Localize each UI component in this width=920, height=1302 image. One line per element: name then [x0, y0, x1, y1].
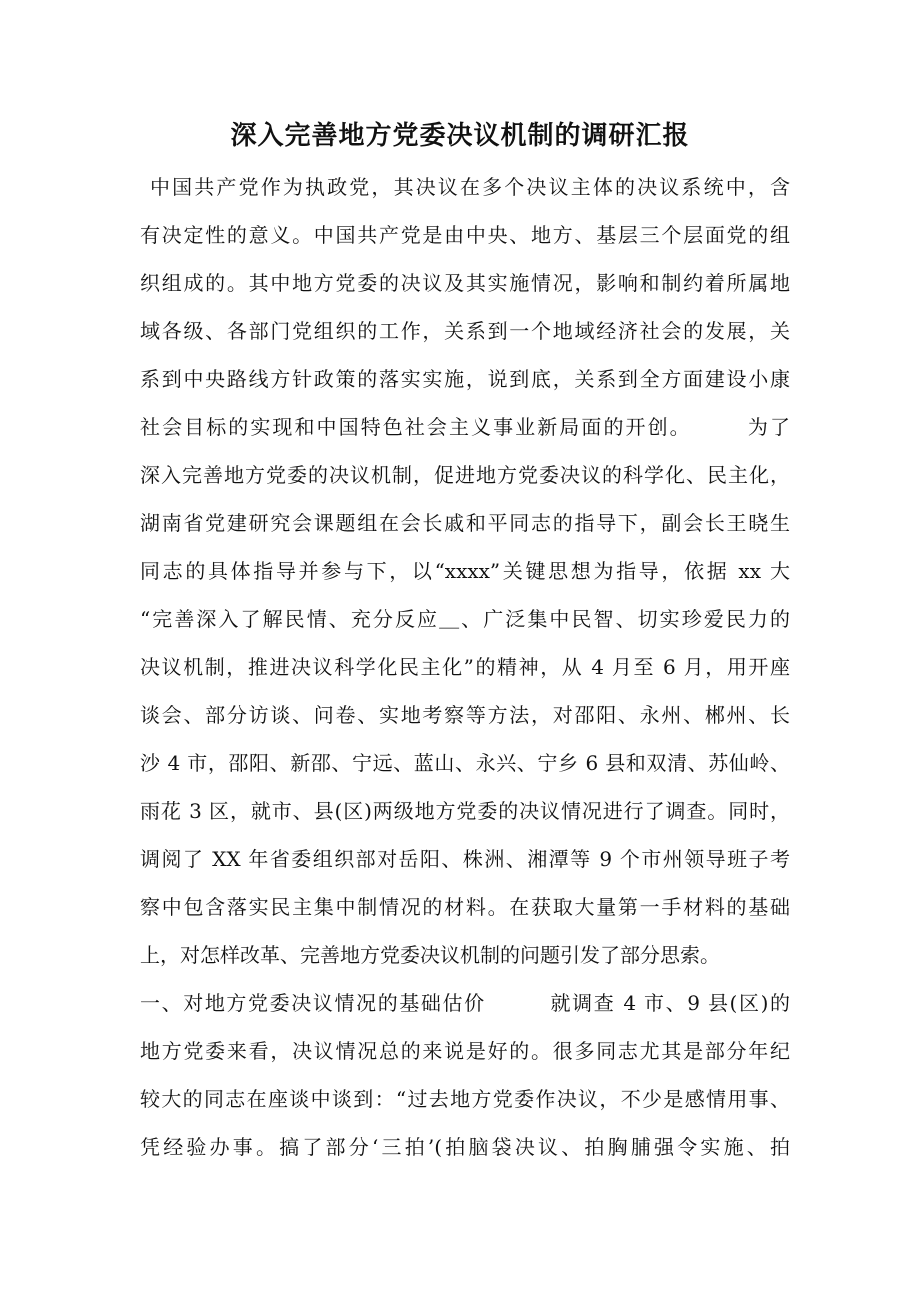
body-line: 雨花 3 区，就市、县(区)两级地方党委的决议情况进行了调查。同时， — [140, 799, 790, 823]
body-line: 决议机制，推进决议科学化民主化”的精神，从 4 月至 6 月，用开座 — [140, 655, 790, 679]
body-line: 有决定性的意义。中国共产党是由中央、地方、基层三个层面党的组 — [140, 223, 790, 247]
document-body — [140, 163, 790, 1171]
body-line: 域各级、各部门党组织的工作，关系到一个地域经济社会的发展，关 — [140, 319, 790, 343]
body-line: 察中包含落实民主集中制情况的材料。在获取大量第一手材料的基础 — [140, 895, 790, 919]
body-line: 较大的同志在座谈中谈到：“过去地方党委作决议，不少是感情用事、 — [140, 1087, 790, 1111]
body-line: 谈会、部分访谈、问卷、实地考察等方法，对邵阳、永州、郴州、长 — [140, 703, 790, 727]
body-line: 湖南省党建研究会课题组在会长戚和平同志的指导下，副会长王晓生 — [140, 511, 790, 535]
body-line: 织组成的。其中地方党委的决议及其实施情况，影响和制约着所属地 — [140, 271, 790, 295]
body-line: 系到中央路线方针政策的落实实施，说到底，关系到全方面建设小康 — [140, 367, 790, 391]
body-line: 地方党委来看，决议情况总的来说是好的。很多同志尤其是部分年纪 — [140, 1039, 790, 1063]
body-line: 社会目标的实现和中国特色社会主义事业新局面的开创。 为了 — [140, 415, 790, 439]
body-line: 同志的具体指导并参与下，以“xxxx”关键思想为指导，依据 xx 大 — [140, 559, 790, 583]
section-heading-line: 一、对地方党委决议情况的基础估价 就调查 4 市、9 县(区)的 — [140, 991, 790, 1015]
body-line: 中国共产党作为执政党，其决议在多个决议主体的决议系统中，含 — [150, 175, 790, 199]
body-line: 上，对怎样改革、完善地方党委决议机制的问题引发了部分思索。 — [140, 943, 720, 967]
body-line: 沙 4 市，邵阳、新邵、宁远、蓝山、永兴、宁乡 6 县和双清、苏仙岭、 — [140, 751, 790, 775]
body-line: 深入完善地方党委的决议机制，促进地方党委决议的科学化、民主化， — [140, 463, 790, 487]
body-line: “完善深入了解民情、充分反应＿、广泛集中民智、切实珍爱民力的 — [140, 607, 790, 631]
document-title: 深入完善地方党委决议机制的调研汇报 — [230, 121, 690, 151]
body-line: 凭经验办事。搞了部分‘三拍’(拍脑袋决议、拍胸脯强令实施、拍 — [140, 1135, 790, 1159]
body-line: 调阅了 XX 年省委组织部对岳阳、株洲、湘潭等 9 个市州领导班子考 — [140, 847, 790, 871]
